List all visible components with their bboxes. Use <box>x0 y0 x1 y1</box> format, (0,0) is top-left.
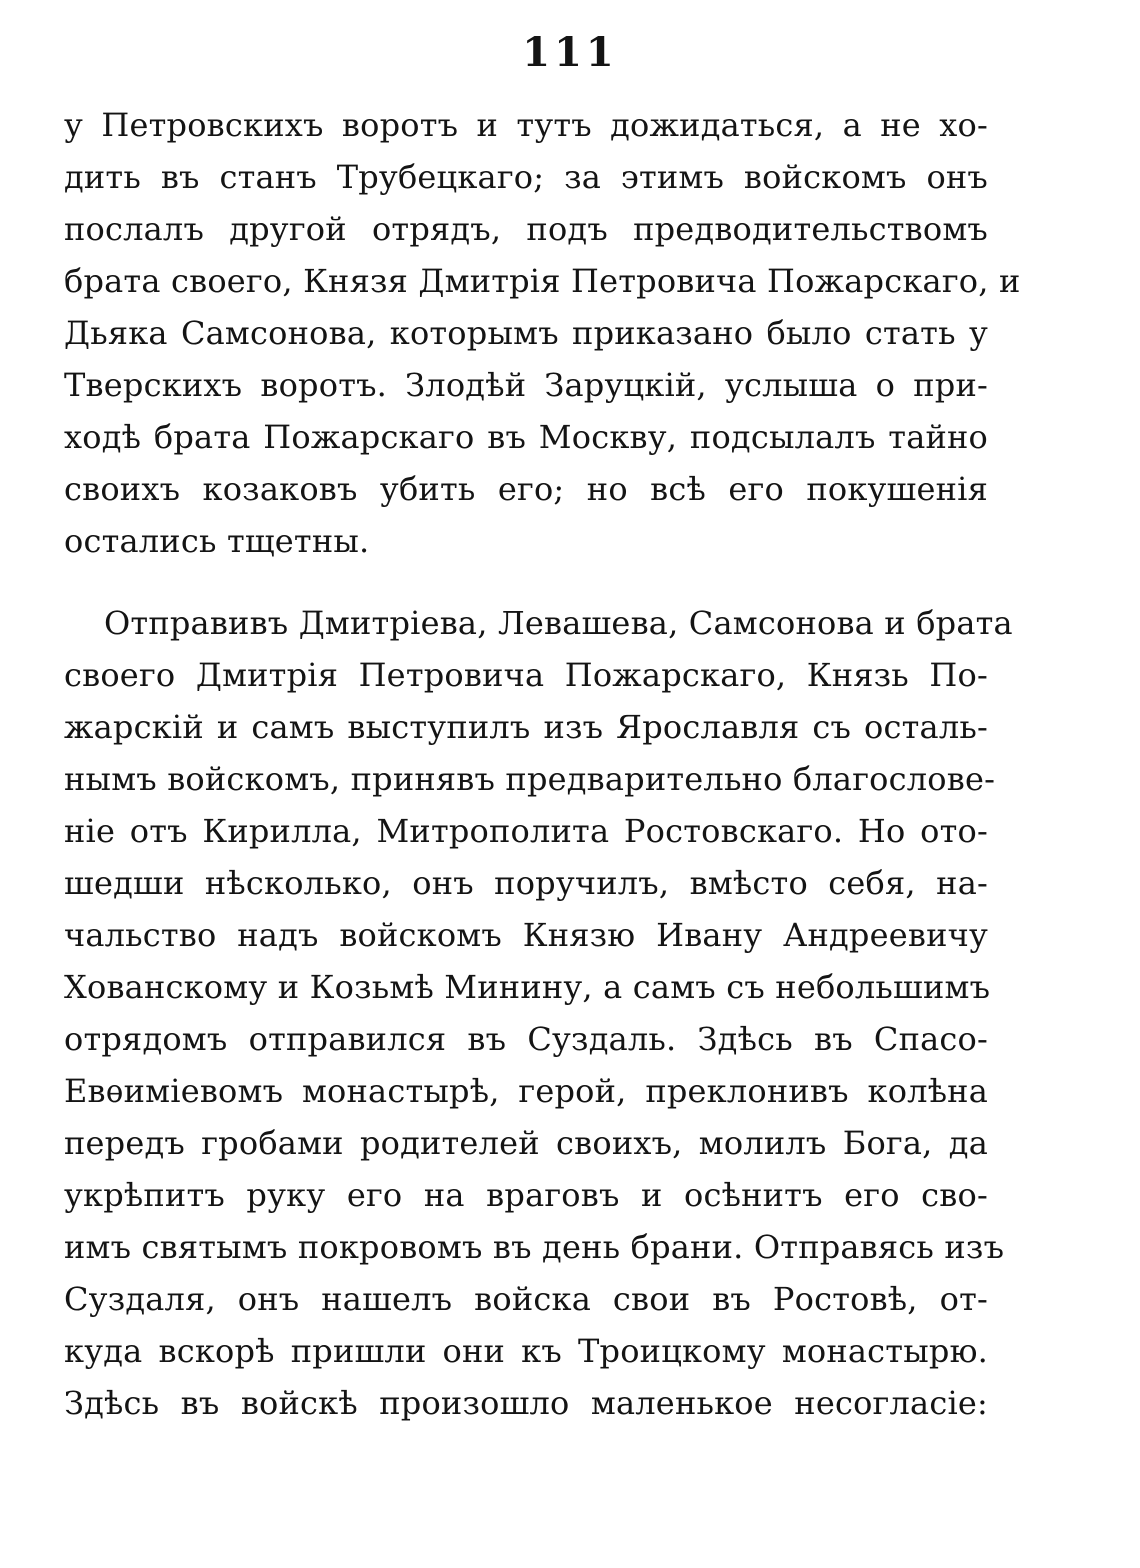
text-line: нымъ войскомъ, принявъ предварительно благослове- <box>64 760 996 798</box>
text-line: Дьяка Самсонова, которымъ приказано было стать у <box>64 314 988 352</box>
text-line: Отправивъ Дмитріева, Левашева, Самсонова и брата <box>104 604 1013 642</box>
text-line: ходѣ брата Пожарскаго въ Москву, подсылалъ тайно <box>64 418 988 456</box>
text-line: дить въ станъ Трубецкаго; за этимъ войскомъ онъ <box>64 158 988 196</box>
text-line: Тверскихъ воротъ. Злодѣй Заруцкій, услыша о при- <box>64 366 988 404</box>
text-line: имъ святымъ покровомъ въ день брани. Отправясь изъ <box>64 1228 1005 1266</box>
text-line: чальство надъ войскомъ Князю Ивану Андреевичу <box>64 916 988 954</box>
text-line: передъ гробами родителей своихъ, молилъ Бога, да <box>64 1124 988 1162</box>
text-line: шедши нѣсколько, онъ поручилъ, вмѣсто себя, на- <box>64 864 988 902</box>
text-line: брата своего, Князя Дмитрія Петровича Пожарскаго, и <box>64 262 1021 300</box>
text-line: у Петровскихъ воротъ и тутъ дожидаться, а не хо- <box>64 106 988 144</box>
text-line: остались тщетны. <box>64 522 370 560</box>
text-line: своего Дмитрія Петровича Пожарскаго, Князь По- <box>64 656 988 694</box>
page-number: 111 <box>522 29 618 76</box>
text-line: послалъ другой отрядъ, подъ предводительствомъ <box>64 210 988 248</box>
text-line: Суздаля, онъ нашелъ войска свои въ Ростовѣ, от- <box>64 1280 988 1318</box>
text-line: Евѳиміевомъ монастырѣ, герой, преклонивъ колѣна <box>64 1072 988 1110</box>
text-line: Здѣсь въ войскѣ произошло маленькое несогласіе: <box>64 1384 988 1422</box>
text-line: укрѣпитъ руку его на враговъ и осѣнитъ его сво- <box>64 1176 988 1214</box>
text-line: отрядомъ отправился въ Суздаль. Здѣсь въ Спасо- <box>64 1020 988 1058</box>
text-line: жарскій и самъ выступилъ изъ Ярославля съ осталь- <box>64 708 988 746</box>
paragraph-1 <box>64 99 1021 567</box>
paragraph-2 <box>64 597 1013 1429</box>
text-line: куда вскорѣ пришли они къ Троицкому монастырю. <box>64 1332 988 1370</box>
text-line: Хованскому и Козьмѣ Минину, а самъ съ небольшимъ <box>64 968 991 1006</box>
text-line: своихъ козаковъ убить его; но всѣ его покушенія <box>64 470 988 508</box>
text-line: ніе отъ Кирилла, Митрополита Ростовскаго. Но ото- <box>64 812 988 850</box>
